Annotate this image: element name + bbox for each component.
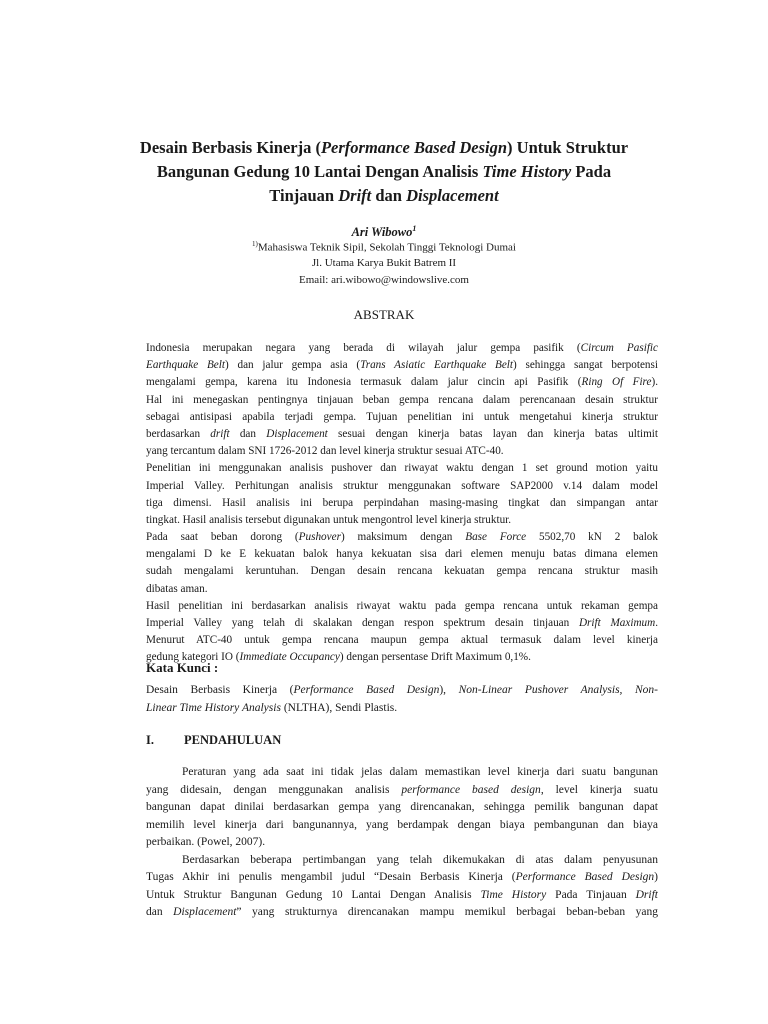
abstract-text: ) maksimum dengan xyxy=(340,531,466,544)
title-text: ) Untuk Struktur xyxy=(507,138,629,157)
abstract-line xyxy=(146,529,658,546)
title-text: dan xyxy=(371,186,407,205)
abstract-line: Menurut ATC-40 untuk gempa rencana maupun gempa aktual termasuk dalam level kinerja xyxy=(146,634,658,647)
section-body xyxy=(146,764,658,922)
author-name xyxy=(0,224,768,240)
body-line: perbaikan. (Powel, 2007). xyxy=(146,836,266,848)
title-line xyxy=(120,136,648,160)
abstract-body xyxy=(146,340,658,667)
abstract-line xyxy=(146,357,658,374)
section-number: I. xyxy=(146,733,154,747)
title-text: Pada xyxy=(571,162,612,181)
abstract-text: Pada saat beban dorong ( xyxy=(146,531,299,544)
abstract-line xyxy=(146,615,658,632)
affiliation-email: Email: ari.wibowo@windowslive.com xyxy=(299,274,469,286)
abstract-text: gedung kategori IO ( xyxy=(146,651,240,664)
author-sup: 1 xyxy=(412,224,417,233)
affiliation-text: Mahasiswa Teknik Sipil, Sekolah Tinggi Teknologi Dumai xyxy=(257,241,516,254)
abstract-text: . xyxy=(655,617,658,629)
body-text: dan xyxy=(146,906,174,918)
abstract-text: berdasarkan xyxy=(146,427,211,440)
keywords-line xyxy=(146,699,658,717)
body-line xyxy=(146,782,658,800)
body-text: , level kinerja suatu xyxy=(540,783,658,796)
abstract-line: tingkat. Hasil analisis tersebut digunakan untuk mengontrol level kinerja struktur. xyxy=(146,513,512,526)
body-line: bangunan dapat dinilai berdasarkan gempa yang direncanakan, sehingga pemilik bangunan dapat xyxy=(146,801,658,813)
abstract-italic: Immediate Occupancy xyxy=(239,651,340,664)
abstract-italic: Earthquake Belt xyxy=(146,359,225,372)
keywords-heading: Kata Kunci : xyxy=(146,660,219,675)
body-line xyxy=(146,904,658,922)
title-text: Bangunan Gedung 10 Lantai Dengan Analisis xyxy=(156,162,483,181)
body-line xyxy=(146,887,658,905)
body-text: Tugas Akhir ini penulis mengambil judul “Desain Berbasis Kinerja ( xyxy=(146,871,516,883)
keywords-text: Desain Berbasis Kinerja ( xyxy=(146,684,294,696)
title-italic: Displacement xyxy=(406,186,499,205)
body-italic: Displacement xyxy=(173,906,237,918)
abstract-line: sudah mengalami keruntuhan. Dengan desain rencana kekuatan gempa rencana struktur masih xyxy=(146,565,658,578)
abstract-line xyxy=(146,340,658,357)
abstract-line: Hasil penelitian ini berdasarkan analisis riwayat waktu pada gempa rencana untuk rekaman gempa xyxy=(146,599,658,612)
abstract-line: tiga dimensi. Hasil analisis ini berupa perpindahan masing-masing tingkat dan simpangan antar xyxy=(146,496,658,509)
affiliation-line xyxy=(0,240,768,254)
abstract-line xyxy=(146,426,658,443)
abstract-line: dibatas aman. xyxy=(146,582,208,595)
body-italic: Performance Based Design xyxy=(515,871,655,883)
abstract-italic: Drift Maximum xyxy=(578,617,656,629)
abstract-text: ) dan jalur gempa asia ( xyxy=(224,359,361,372)
keywords-text: ), xyxy=(439,684,459,696)
abstract-line: Hal ini menegaskan pentingnya tinjauan beban gempa rencana dalam perencanaan desain struktur xyxy=(146,393,658,406)
abstract-italic: Trans Asiatic Earthquake Belt xyxy=(360,359,513,372)
author-text: Ari Wibowo xyxy=(351,225,413,240)
abstract-text: 5502,70 kN 2 balok xyxy=(526,531,658,544)
body-text: ) xyxy=(654,871,658,883)
abstract-italic: Pushover xyxy=(298,531,341,544)
body-italic: Time History xyxy=(480,888,547,901)
body-text: yang didesain, dengan menggunakan analisis xyxy=(146,783,402,796)
abstract-text: ). xyxy=(651,376,658,389)
body-text: Pada Tinjauan xyxy=(546,888,636,901)
abstract-text: dan xyxy=(229,427,267,440)
abstract-text: Indonesia merupakan negara yang berada di wilayah jalur gempa pasifik ( xyxy=(146,342,581,354)
keywords-italic: Performance Based Design xyxy=(293,684,440,696)
abstract-text: Imperial Valley yang telah di skalakan dengan respon spektrum desain tinjauan xyxy=(146,617,579,629)
section-title: PENDAHULUAN xyxy=(184,733,282,747)
body-text: ” yang strukturnya direncanakan mampu memikul berbagai beban-beban yang xyxy=(236,906,658,918)
abstract-italic: Ring Of Fire xyxy=(581,376,652,389)
abstract-italic: Circum Pasific xyxy=(580,342,658,354)
keywords-line xyxy=(146,681,658,699)
keywords-text: (NLTHA), Sendi Plastis. xyxy=(280,702,398,714)
abstract-heading: ABSTRAK xyxy=(353,307,415,322)
abstract-text: sesuai dengan kinerja batas layan dan kinerja batas ultimit xyxy=(327,427,658,440)
affiliation-sup: 1) xyxy=(252,240,258,248)
abstract-italic: Displacement xyxy=(266,427,328,440)
body-line xyxy=(146,869,658,887)
title-italic: Performance Based Design xyxy=(320,138,508,157)
abstract-text: mengalami gempa, karena itu Indonesia termasuk dalam jalur cincin api Pasifik ( xyxy=(146,376,582,389)
keywords-italic: Non-Linear Pushover Analysis, Non- xyxy=(458,684,658,696)
title-line xyxy=(120,160,648,184)
abstract-italic: drift xyxy=(210,427,230,440)
abstract-line: mengalami D ke E kekuatan balok hanya kekuatan sisa dari elemen menuju batas dimana elemen xyxy=(146,548,658,561)
body-text: Untuk Struktur Bangunan Gedung 10 Lantai Dengan Analisis xyxy=(146,888,481,901)
paper-title xyxy=(120,136,648,208)
title-text: Desain Berbasis Kinerja ( xyxy=(139,138,321,157)
affiliation-address: Jl. Utama Karya Bukit Batrem II xyxy=(311,257,457,269)
title-italic: Time History xyxy=(482,162,572,181)
keywords-italic: Linear Time History Analysis xyxy=(146,702,281,714)
keywords-body xyxy=(146,681,658,717)
abstract-line: sebagai antisipasi apabila terjadi gempa. Tujuan penelitian ini untuk mengetahui kinerja struktur xyxy=(146,410,658,423)
abstract-line: yang tercantum dalam SNI 1726-2012 dan level kinerja struktur sesuai ATC-40. xyxy=(146,445,504,458)
body-line: memilih level kinerja dari bangunannya, yang berdampak dengan biaya pembangunan dan biaya xyxy=(146,818,658,831)
abstract-line xyxy=(146,374,658,391)
title-line xyxy=(120,184,648,208)
abstract-line: Imperial Valley. Perhitungan analisis struktur menggunakan software SAP2000 v.14 dalam model xyxy=(146,479,658,492)
body-italic: performance based design xyxy=(401,783,541,796)
body-italic: Drift xyxy=(635,888,658,901)
title-text: Tinjauan xyxy=(269,186,339,205)
body-line: Peraturan yang ada saat ini tidak jelas dalam memastikan level kinerja dari suatu bangunan xyxy=(182,766,658,778)
abstract-italic: Base Force xyxy=(465,531,527,544)
abstract-text: ) sehingga sangat berpotensi xyxy=(513,359,658,372)
abstract-line: Penelitian ini menggunakan analisis pushover dan riwayat waktu dengan 1 set ground motion yaitu xyxy=(146,462,658,475)
abstract-line xyxy=(146,649,658,666)
body-line: Berdasarkan beberapa pertimbangan yang telah dikemukakan di atas dalam penyusunan xyxy=(182,853,658,866)
abstract-text: ) dengan persentase Drift Maximum 0,1%. xyxy=(339,651,531,664)
title-italic: Drift xyxy=(338,186,372,205)
